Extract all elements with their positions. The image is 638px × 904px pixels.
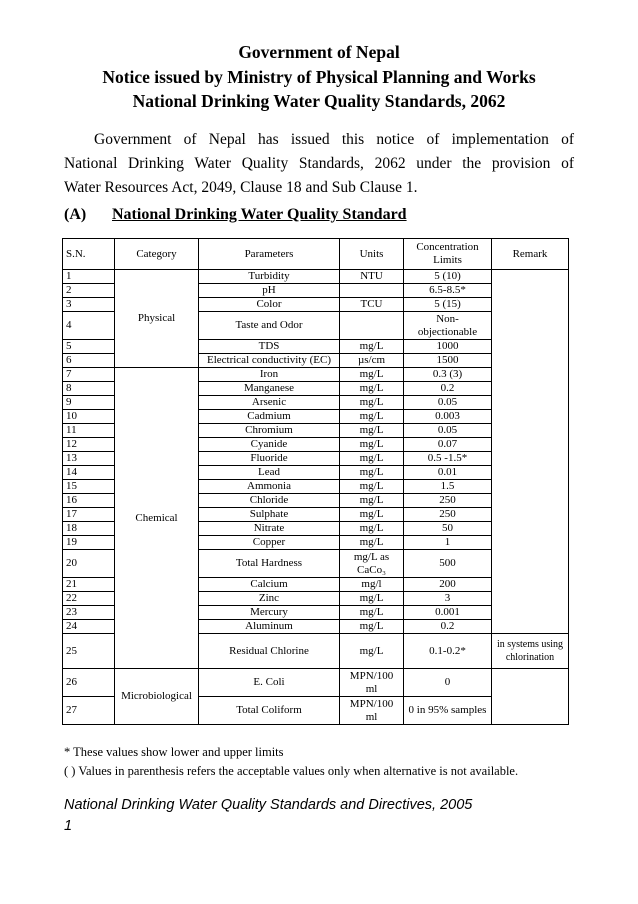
cell-limit: 6.5-8.5* bbox=[404, 284, 492, 298]
cell-limit: 0.05 bbox=[404, 396, 492, 410]
cell-sn: 18 bbox=[63, 522, 115, 536]
cell-unit: mg/L bbox=[340, 438, 404, 452]
cell-sn: 24 bbox=[63, 620, 115, 634]
cell-unit: mg/L as CaCo₃ bbox=[340, 550, 404, 578]
table-row bbox=[63, 669, 569, 697]
cell-remark bbox=[492, 669, 569, 725]
category-microbiological: Microbiological bbox=[115, 669, 199, 725]
cell-limit: 250 bbox=[404, 494, 492, 508]
footnote-asterisk: * These values show lower and upper limits bbox=[64, 745, 284, 759]
cell-parameter: Cyanide bbox=[199, 438, 340, 452]
intro-line: Government of Nepal has issued this notice of implementation of bbox=[94, 131, 574, 148]
cell-limit: 0.3 (3) bbox=[404, 368, 492, 382]
table-header-row bbox=[63, 239, 569, 270]
cell-limit: 0.2 bbox=[404, 620, 492, 634]
cell-unit: mg/L bbox=[340, 592, 404, 606]
cell-unit: mg/L bbox=[340, 424, 404, 438]
header-sn: S.N. bbox=[63, 239, 115, 270]
cell-limit: 0.2 bbox=[404, 382, 492, 396]
cell-unit: MPN/100 ml bbox=[340, 669, 404, 697]
cell-limit: 0.003 bbox=[404, 410, 492, 424]
cell-unit: mg/L bbox=[340, 410, 404, 424]
cell-limit: 1000 bbox=[404, 340, 492, 354]
header-units: Units bbox=[340, 239, 404, 270]
cell-limit: 0 in 95% samples bbox=[404, 697, 492, 725]
cell-unit: mg/L bbox=[340, 508, 404, 522]
category-chemical: Chemical bbox=[115, 368, 199, 669]
cell-limit: 5 (15) bbox=[404, 298, 492, 312]
cell-unit bbox=[340, 284, 404, 298]
cell-unit: mg/L bbox=[340, 382, 404, 396]
cell-parameter: Total Hardness bbox=[199, 550, 340, 578]
cell-limit: 0.05 bbox=[404, 424, 492, 438]
cell-limit: 250 bbox=[404, 508, 492, 522]
cell-sn: 2 bbox=[63, 284, 115, 298]
cell-unit: mg/L bbox=[340, 368, 404, 382]
intro-line: Water Resources Act, 2049, Clause 18 and Sub Clause 1. bbox=[64, 179, 418, 196]
cell-unit: MPN/100 ml bbox=[340, 697, 404, 725]
intro-line: National Drinking Water Quality Standards, 2062 under the provision of bbox=[64, 155, 574, 172]
cell-sn: 4 bbox=[63, 312, 115, 340]
cell-limit: 500 bbox=[404, 550, 492, 578]
cell-limit: 3 bbox=[404, 592, 492, 606]
cell-unit: mg/L bbox=[340, 466, 404, 480]
cell-unit bbox=[340, 312, 404, 340]
cell-parameter: Ammonia bbox=[199, 480, 340, 494]
cell-limit: 0.5 -1.5* bbox=[404, 452, 492, 466]
header-standards-title: National Drinking Water Quality Standards, 2062 bbox=[132, 91, 506, 111]
cell-sn: 7 bbox=[63, 368, 115, 382]
cell-sn: 15 bbox=[63, 480, 115, 494]
cell-sn: 27 bbox=[63, 697, 115, 725]
cell-parameter: Zinc bbox=[199, 592, 340, 606]
cell-parameter: Calcium bbox=[199, 578, 340, 592]
page-footer bbox=[64, 795, 472, 837]
intro-paragraph bbox=[64, 128, 574, 200]
cell-sn: 12 bbox=[63, 438, 115, 452]
cell-unit: mg/L bbox=[340, 480, 404, 494]
cell-sn: 26 bbox=[63, 669, 115, 697]
cell-sn: 22 bbox=[63, 592, 115, 606]
table-row bbox=[63, 270, 569, 284]
cell-limit: 1.5 bbox=[404, 480, 492, 494]
cell-sn: 17 bbox=[63, 508, 115, 522]
header-parameters: Parameters bbox=[199, 239, 340, 270]
cell-limit: 0 bbox=[404, 669, 492, 697]
cell-parameter: Total Coliform bbox=[199, 697, 340, 725]
header-remark: Remark bbox=[492, 239, 569, 270]
cell-unit: TCU bbox=[340, 298, 404, 312]
category-physical: Physical bbox=[115, 270, 199, 368]
cell-limit: 1 bbox=[404, 536, 492, 550]
cell-parameter: Manganese bbox=[199, 382, 340, 396]
cell-remark bbox=[492, 270, 569, 634]
cell-limit: 200 bbox=[404, 578, 492, 592]
cell-sn: 8 bbox=[63, 382, 115, 396]
cell-limit: 0.01 bbox=[404, 466, 492, 480]
cell-limit: 5 (10) bbox=[404, 270, 492, 284]
cell-parameter: Turbidity bbox=[199, 270, 340, 284]
cell-parameter: Nitrate bbox=[199, 522, 340, 536]
cell-sn: 9 bbox=[63, 396, 115, 410]
cell-limit: 0.1-0.2* bbox=[404, 634, 492, 669]
header-concentration-limits: Concentration Limits bbox=[404, 239, 492, 270]
header-ministry-notice: Notice issued by Ministry of Physical Planning and Works bbox=[102, 67, 536, 87]
cell-parameter: Mercury bbox=[199, 606, 340, 620]
section-heading bbox=[64, 206, 407, 224]
cell-limit: 0.001 bbox=[404, 606, 492, 620]
footnote-parenthesis: ( ) Values in parenthesis refers the acceptable values only when alternative is not available. bbox=[64, 764, 519, 778]
cell-parameter: Copper bbox=[199, 536, 340, 550]
cell-sn: 20 bbox=[63, 550, 115, 578]
cell-limit: 1500 bbox=[404, 354, 492, 368]
cell-unit: mg/L bbox=[340, 606, 404, 620]
cell-parameter: Sulphate bbox=[199, 508, 340, 522]
section-title: National Drinking Water Quality Standard bbox=[112, 206, 407, 223]
cell-unit: mg/l bbox=[340, 578, 404, 592]
cell-sn: 10 bbox=[63, 410, 115, 424]
cell-parameter: TDS bbox=[199, 340, 340, 354]
water-quality-table bbox=[62, 238, 569, 725]
cell-parameter: Residual Chlorine bbox=[199, 634, 340, 669]
cell-unit: mg/L bbox=[340, 620, 404, 634]
cell-parameter: E. Coli bbox=[199, 669, 340, 697]
cell-sn: 6 bbox=[63, 354, 115, 368]
cell-parameter: Fluoride bbox=[199, 452, 340, 466]
cell-unit: mg/L bbox=[340, 452, 404, 466]
cell-unit: µs/cm bbox=[340, 354, 404, 368]
header-category: Category bbox=[115, 239, 199, 270]
cell-unit: mg/L bbox=[340, 522, 404, 536]
header-government: Government of Nepal bbox=[238, 42, 400, 62]
cell-sn: 21 bbox=[63, 578, 115, 592]
cell-sn: 3 bbox=[63, 298, 115, 312]
cell-unit: mg/L bbox=[340, 396, 404, 410]
cell-parameter: Chloride bbox=[199, 494, 340, 508]
cell-remark: in systems using chlorination bbox=[492, 634, 569, 669]
cell-parameter: Aluminum bbox=[199, 620, 340, 634]
cell-sn: 11 bbox=[63, 424, 115, 438]
cell-limit: 50 bbox=[404, 522, 492, 536]
cell-unit: mg/L bbox=[340, 340, 404, 354]
cell-sn: 25 bbox=[63, 634, 115, 669]
cell-unit: mg/L bbox=[340, 634, 404, 669]
cell-limit: Non-objectionable bbox=[404, 312, 492, 340]
cell-sn: 16 bbox=[63, 494, 115, 508]
cell-parameter: Chromium bbox=[199, 424, 340, 438]
cell-sn: 5 bbox=[63, 340, 115, 354]
cell-unit: NTU bbox=[340, 270, 404, 284]
cell-limit: 0.07 bbox=[404, 438, 492, 452]
cell-sn: 14 bbox=[63, 466, 115, 480]
cell-sn: 1 bbox=[63, 270, 115, 284]
cell-parameter: Cadmium bbox=[199, 410, 340, 424]
page-number: 1 bbox=[64, 818, 73, 834]
cell-parameter: Taste and Odor bbox=[199, 312, 340, 340]
cell-sn: 23 bbox=[63, 606, 115, 620]
section-label: (A) bbox=[64, 206, 87, 223]
cell-parameter: Electrical conductivity (EC) bbox=[199, 354, 340, 368]
cell-parameter: Color bbox=[199, 298, 340, 312]
cell-parameter: pH bbox=[199, 284, 340, 298]
cell-unit: mg/L bbox=[340, 494, 404, 508]
cell-parameter: Iron bbox=[199, 368, 340, 382]
cell-sn: 19 bbox=[63, 536, 115, 550]
cell-parameter: Lead bbox=[199, 466, 340, 480]
footer-title: National Drinking Water Quality Standards and Directives, 2005 bbox=[64, 797, 473, 813]
cell-parameter: Arsenic bbox=[199, 396, 340, 410]
cell-unit: mg/L bbox=[340, 536, 404, 550]
cell-sn: 13 bbox=[63, 452, 115, 466]
